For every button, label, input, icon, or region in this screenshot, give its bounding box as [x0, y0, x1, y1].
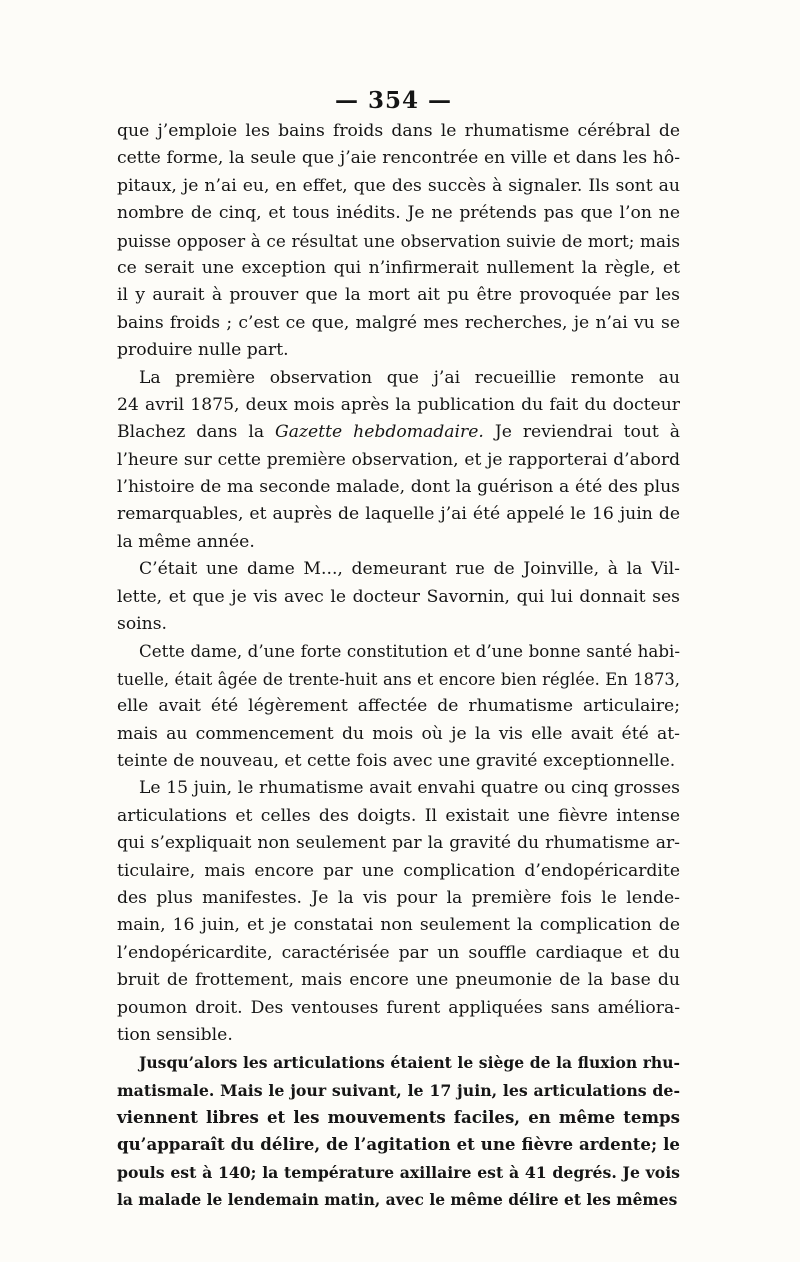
text-line: elle avait été légèrement affectée de rhumatisme articulaire;	[117, 696, 680, 717]
text-line: pouls est à 140; la température axillaire est à 41 degrés. Je vois	[117, 1162, 680, 1182]
text-line	[117, 419, 680, 446]
text-line: la malade le lendemain matin, avec le même délire et les mêmes	[117, 1190, 678, 1210]
text-line: viennent libres et les mouvements faciles, en même temps	[117, 1107, 680, 1128]
text-line: l’histoire de ma seconde malade, dont la guérison a été des plus	[117, 477, 680, 498]
text-line: l’heure sur cette première observation, et je rapporterai d’abord	[117, 449, 680, 470]
text-line: que j’emploie les bains froids dans le rhumatisme cérébral de	[117, 121, 680, 141]
text-line: Le 15 juin, le rhumatisme avait envahi quatre ou cinq grosses	[139, 778, 680, 799]
text-line: soins.	[117, 614, 168, 635]
text-line: ce serait une exception qui n’infirmerait nullement la règle, et	[117, 257, 680, 278]
text-line: Jusqu’alors les articulations étaient le siège de la fluxion rhu-	[139, 1053, 680, 1073]
text-line: ticulaire, mais encore par une complication d’endopéricardite	[117, 860, 680, 881]
text-line: Cette dame, d’une forte constitution et d’une bonne santé habi-	[139, 642, 680, 662]
text-line: la même année.	[117, 531, 255, 552]
text-segment: Je reviendrai tout à	[483, 422, 680, 443]
text-line: des plus manifestes. Je la vis pour la première fois le lende-	[117, 887, 680, 908]
paragraph	[117, 638, 680, 775]
text-line: mais au commencement du mois où je la vis elle avait été at-	[117, 723, 680, 744]
text-line: bruit de frottement, mais encore une pneumonie de la base du	[117, 970, 680, 991]
paragraph	[117, 118, 680, 365]
text-segment: Blachez dans la	[117, 422, 276, 443]
body-text	[117, 118, 680, 1214]
paragraph	[117, 775, 680, 1049]
text-line: pitaux, je n’ai eu, en effet, que des succès à signaler. Ils sont au	[117, 175, 680, 196]
text-line: main, 16 juin, et je constatai non seulement la complication de	[117, 915, 680, 936]
text-line: l’endopéricardite, caractérisée par un souffle cardiaque et du	[117, 942, 680, 963]
text-line: 24 avril 1875, deux mois après la publication du fait du docteur	[117, 394, 680, 415]
text-line: produire nulle part.	[117, 340, 289, 361]
text-line: tion sensible.	[117, 1024, 233, 1045]
text-line: C’était une dame M..., demeurant rue de Joinville, à la Vil-	[139, 559, 680, 580]
text-line: nombre de cinq, et tous inédits. Je ne prétends pas que l’on ne	[117, 203, 680, 224]
paragraph	[117, 365, 680, 557]
text-line: tuelle, était âgée de trente-huit ans et encore bien réglée. En 1873,	[117, 669, 680, 689]
text-line: lette, et que je vis avec le docteur Savornin, qui lui donnait ses	[117, 586, 680, 607]
text-line: il y aurait à prouver que la mort ait pu être provoquée par les	[117, 285, 680, 306]
text-line: cette forme, la seule que j’aie rencontrée en ville et dans les hô-	[117, 148, 680, 169]
page-number: — 354 —	[334, 87, 453, 114]
text-line: La première observation que j’ai recueillie remonte au	[139, 367, 680, 388]
paragraph	[117, 1049, 680, 1213]
text-line: poumon droit. Des ventouses furent appliquées sans améliora-	[117, 997, 680, 1018]
text-line: matismale. Mais le jour suivant, le 17 juin, les articulations de-	[117, 1080, 680, 1100]
text-line: articulations et celles des doigts. Il existait une fièvre intense	[117, 805, 680, 826]
paragraph	[117, 556, 680, 638]
text-line: bains froids ; c’est ce que, malgré mes recherches, je n’ai vu se	[117, 312, 680, 333]
text-line: qui s’expliquait non seulement par la gravité du rhumatisme ar-	[117, 833, 680, 854]
text-line: remarquables, et auprès de laquelle j’ai été appelé le 16 juin de	[117, 504, 680, 525]
italic-title: Gazette hebdomadaire.	[275, 422, 484, 443]
text-line: teinte de nouveau, et cette fois avec une gravité exceptionnelle.	[117, 750, 676, 771]
text-line: puisse opposer à ce résultat une observation suivie de mort; mais	[117, 230, 680, 251]
book-page	[117, 86, 680, 1214]
text-line: qu’apparaît du délire, de l’agitation et une fièvre ardente; le	[117, 1134, 680, 1155]
